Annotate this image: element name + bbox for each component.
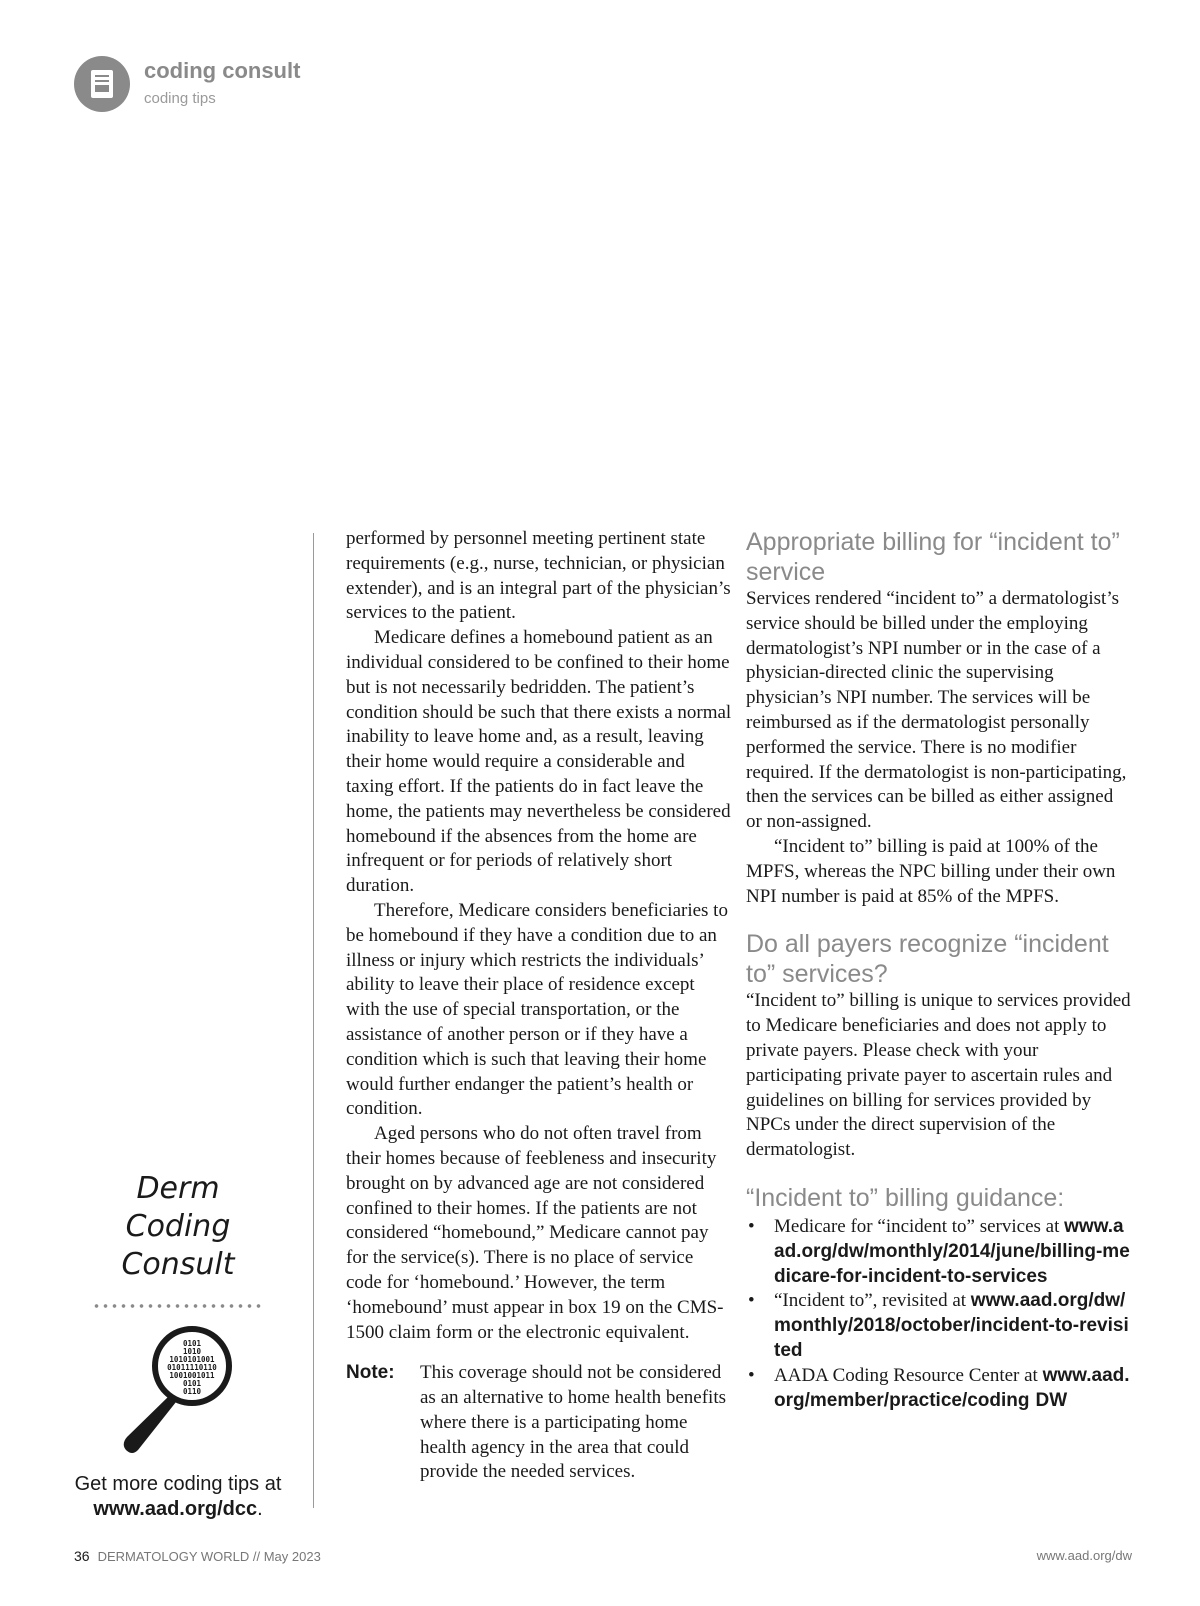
binary-line: 1001001011 xyxy=(169,1371,215,1380)
promo-tagline xyxy=(60,1472,296,1522)
body-paragraph: “Incident to” billing is unique to services provided to Medicare beneficiaries and does not apply to private payers. Please check with your participating private payer to ascertain rules and guidelines on billing for services provided by NPCs under the direct supervision of the dermatologist. xyxy=(746,990,1131,1161)
section-heading: Appropriate billing for “incident to” service xyxy=(746,528,1120,586)
binary-line: 0101 xyxy=(182,1339,202,1348)
promo-tagline-text: Get more coding tips at xyxy=(74,1473,282,1495)
page-footer xyxy=(74,1548,321,1564)
list-item xyxy=(746,1215,1131,1289)
promo-link[interactable]: www.aad.org/dcc xyxy=(93,1498,258,1520)
dotted-divider xyxy=(92,1304,264,1308)
binary-line: 1010101001 xyxy=(169,1355,215,1364)
note-text: This coverage should not be considered as an alternative to home health benefits where there is a participating home health agency in the area that could provide the needed services. xyxy=(420,1362,726,1483)
promo-tagline-suffix: . xyxy=(257,1498,263,1520)
promo-title xyxy=(60,1170,296,1284)
page-number: 36 xyxy=(74,1548,90,1564)
publication-info: DERMATOLOGY WORLD // May 2023 xyxy=(97,1549,321,1564)
article-column-1 xyxy=(346,527,732,1485)
list-item xyxy=(746,1289,1131,1363)
document-icon xyxy=(74,56,130,112)
list-item xyxy=(746,1364,1131,1414)
promo-title-line: Consult xyxy=(121,1247,235,1282)
section-heading: “Incident to” billing guidance: xyxy=(746,1183,1065,1212)
list-item-text: Medicare for “incident to” services at xyxy=(774,1215,1065,1237)
body-paragraph: Therefore, Medicare considers beneficiaries to be homebound if they have a condition due to an illness or injury which restricts the individuals’ ability to leave their place of residence except with the use of special transportation, or the assistance of another person or if they have a condition which is such that leaving their home would further endanger the patient’s health or condition. xyxy=(346,899,728,1120)
binary-line: 01011110110 xyxy=(167,1363,217,1372)
resource-link[interactable]: www.aad.org/member/practice/coding xyxy=(774,1364,1130,1411)
note-label: Note: xyxy=(346,1362,395,1384)
list-item-text: AADA Coding Resource Center at xyxy=(774,1364,1043,1386)
body-paragraph: Services rendered “incident to” a dermatologist’s service should be billed under the employing dermatologist’s NPI number or in the case of a physician-directed clinic the supervising physician’s NPI number. The services will be reimbursed as if the dermatologist personally performed the service. There is no modifier required. If the dermatologist is non-participating, then the services can be billed as either assigned or non-assigned. xyxy=(746,588,1127,833)
resource-link[interactable]: www.aad.org/dw/monthly/2018/october/incident-to-revisited xyxy=(774,1290,1129,1361)
binary-line: 0110 xyxy=(182,1387,202,1396)
guidance-list xyxy=(746,1215,1131,1413)
vertical-rule xyxy=(313,533,314,1508)
article-column-2 xyxy=(746,527,1131,1413)
body-paragraph: performed by personnel meeting pertinent state requirements (e.g., nurse, technician, or physician extender), and is an integral part of the physician’s services to the patient. xyxy=(346,528,731,624)
footer-url[interactable]: www.aad.org/dw xyxy=(1036,1548,1132,1563)
coding-consult-promo xyxy=(60,1170,296,1522)
resource-link[interactable]: www.aad.org/dw/monthly/2014/june/billing-medicare-for-incident-to-services xyxy=(774,1215,1130,1287)
body-paragraph: Medicare defines a homebound patient as an individual considered to be confined to their home but is not necessarily bedridden. The patient’s condition should be such that there exists a normal inability to leave home and, as a result, leaving their home would require a considerable and taxing effort. If the patients do in fact leave the home, the patients may nevertheless be considered homebound if the absences from the home are infrequent or for periods of relatively short duration. xyxy=(346,627,732,897)
body-paragraph: Aged persons who do not often travel from their homes because of feebleness and insecurity brought on by advanced age are not considered confined to their homes. If the patients are not considered “homebound,” Medicare cannot pay for the service(s). There is no place of service code for ‘homebound.’ However, the term ‘homebound’ must appear in box 19 on the CMS-1500 claim form or the electronic equivalent. xyxy=(346,1123,724,1343)
end-mark: DW xyxy=(1035,1389,1068,1411)
section-title: coding consult xyxy=(144,58,301,83)
section-subtitle: coding tips xyxy=(144,90,216,107)
body-paragraph: “Incident to” billing is paid at 100% of the MPFS, whereas the NPC billing under their own NPI number is paid at 85% of the MPFS. xyxy=(746,835,1116,907)
promo-title-line: Derm xyxy=(136,1171,220,1206)
list-item-text: “Incident to”, revisited at xyxy=(774,1290,971,1312)
promo-title-line: Coding xyxy=(125,1209,231,1244)
binary-line: 1010 xyxy=(182,1347,202,1356)
magnifier-binary-icon xyxy=(118,1322,238,1458)
section-heading: Do all payers recognize “incident to” services? xyxy=(746,930,1109,989)
note-block xyxy=(346,1361,732,1485)
binary-line: 0101 xyxy=(182,1379,202,1388)
